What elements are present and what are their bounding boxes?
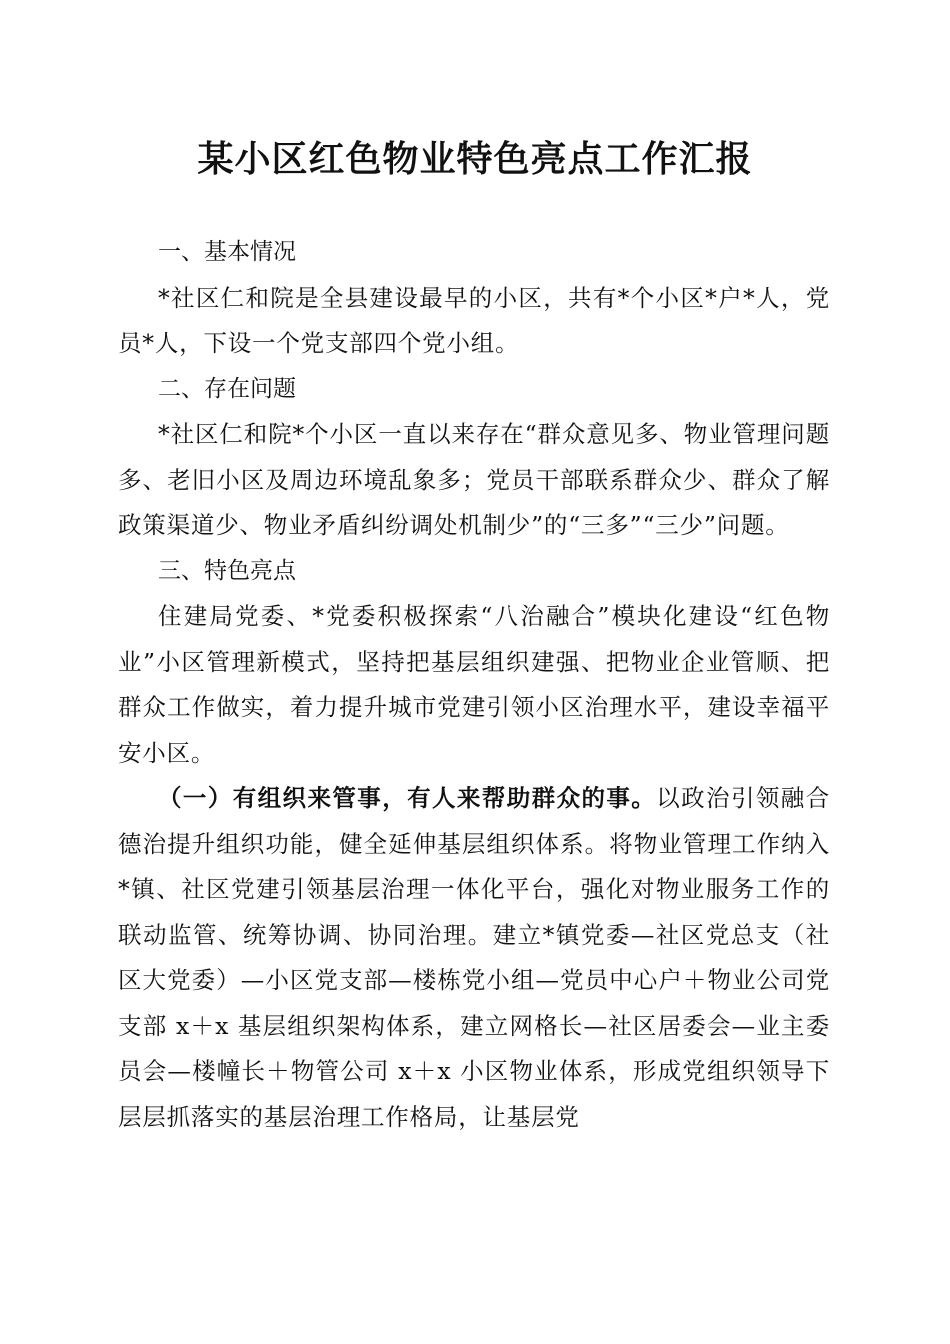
paragraph-problems: *社区仁和院*个小区一直以来存在“群众意见多、物业管理问题多、老旧小区及周边环境乱象多；党员干部联系群众少、群众了解政策渠道少、物业矛盾纠纷调处机制少”的“三多”“三少”问题。 — [118, 420, 830, 539]
subsection-body: 以政治引领融合德治提升组织功能，健全延伸基层组织体系。将物业管理工作纳入*镇、社区党建引领基层治理一体化平台，强化对物业服务工作的联动监管、统筹协调、协同治理。建立*镇党委—社区党总支（社区大党委）—小区党支部—楼栋党小组—党员中心户＋物业公司党支部 x＋x 基层组织架构体系，建立网格长—社区居委会—业主委员会—楼幢长＋物管公司 x＋x 小区物业体系，形成党组织领导下层层抓落实的基层治理工作格局，让基层党 — [118, 784, 831, 1131]
document-title: 某小区红色物业特色亮点工作汇报 — [197, 138, 753, 180]
subsection-lead: （一）有组织来管事，有人来帮助群众的事。 — [158, 784, 657, 812]
section-heading-problems: 二、存在问题 — [158, 375, 296, 402]
document-body — [118, 230, 830, 1140]
section-heading-basic-info: 一、基本情况 — [158, 239, 296, 265]
section-heading-highlights: 三、特色亮点 — [158, 557, 296, 584]
paragraph-basic-info: *社区仁和院是全县建设最早的小区，共有*个小区*户*人，党员*人，下设一个党支部四个党小组。 — [118, 283, 830, 357]
paragraph-highlights: 住建局党委、*党委积极探索“八治融合”模块化建设“红色物业”小区管理新模式，坚持把基层组织建强、把物业企业管顺、把群众工作做实，着力提升城市党建引领小区治理水平，建设幸福平安小区。 — [118, 602, 830, 767]
paragraph-subsection-one — [118, 776, 830, 1140]
